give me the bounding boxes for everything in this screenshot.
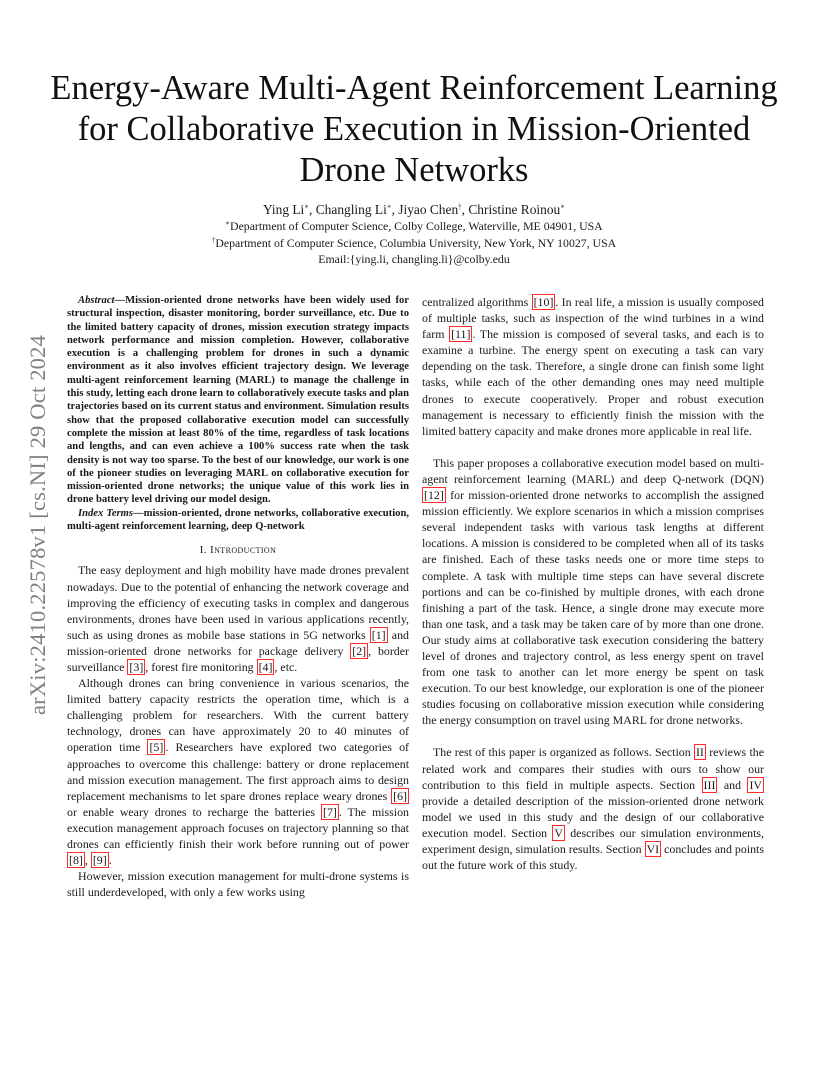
intro-paragraph (67, 675, 409, 868)
index-terms (67, 507, 409, 534)
left-column (67, 294, 409, 900)
affiliation-mark: ∗ (386, 202, 392, 211)
index-terms-label: Index Terms (78, 507, 134, 519)
text-run: and (717, 777, 748, 792)
text-run: Although drones can bring convenience in various scenarios, the limited battery capacity restricts the operation time, which is a challenging problem for researchers. With the current battery technology, drones can have approximately 20 to 40 minutes of operation time (67, 676, 409, 755)
paper-title: Energy-Aware Multi-Agent Reinforcement Learning for Collaborative Execution in Mission-Oriented Drone Networks (50, 69, 778, 189)
text-run: , forest fire monitoring (145, 660, 257, 674)
author-name: Changling Li (315, 202, 387, 217)
text-run: . In real life, a mission is usually composed of multiple tasks, such as inspection of the wind turbines in a wind farm (422, 295, 764, 342)
arxiv-identifier-text: arXiv:2410.22578v1 [cs.NI] 29 Oct 2024 (25, 334, 51, 716)
text-run: , (84, 853, 91, 868)
affiliation-text: Department of Computer Science, Columbia University, New York, NY 10027, USA (215, 236, 617, 250)
affiliation-mark: † (211, 236, 216, 245)
intro-paragraph (422, 455, 764, 729)
author-name: Jiyao Chen (398, 202, 459, 217)
text-run: . The mission is composed of several tasks, and each is to examine a turbine. The energy spent on executing a task can vary depending on the task. Therefore, a single drone can finish some light tasks, while each of the other demanding ones may need multiple drones to execute cooperatively. Proper and robust execution management is necessary to efficiently finish the mission with the limited battery capacity and make drones more applicable in real life. (422, 327, 764, 438)
citation-link[interactable]: [5] (149, 740, 164, 755)
citation-link[interactable]: [6] (393, 788, 407, 803)
affiliation-columbia (40, 236, 788, 251)
text-run: and mission-oriented drone networks for package delivery (67, 627, 409, 658)
section-link[interactable]: V (554, 825, 563, 840)
abstract-label: Abstract (78, 295, 115, 306)
citation-link[interactable]: [4] (258, 660, 273, 674)
intro-paragraph: However, mission execution management for multi-drone systems is still underdeveloped, with only a few works using (67, 869, 409, 900)
citation-link[interactable]: [1] (371, 627, 386, 642)
citation-link[interactable]: [10] (533, 295, 554, 309)
text-run: . (108, 853, 112, 868)
section-link[interactable]: IV (749, 777, 762, 792)
author-list: Ying Li∗, Changling Li∗, Jiyao Chen†, Christine Roinou∗ (262, 202, 566, 217)
text-run: provide a detailed description of the mission-oriented drone network model we used in this study and the design of our collaborative execution model. Section (422, 793, 764, 840)
affiliation-colby (40, 219, 788, 234)
intro-paragraph (422, 744, 764, 873)
text-run: concludes and points out the future work of this study. (422, 842, 764, 873)
section-heading-introduction: I. Introduction (199, 544, 277, 557)
section-link[interactable]: II (695, 745, 704, 760)
affiliation-text: Department of Computer Science, Colby College, Waterville, ME 04901, USA (230, 219, 603, 233)
text-run: . Researchers have explored two categories of approaches to overcome this challenge: battery or drone replacement and mission execution management. The first approach aims to design replacement mechanisms to let spare drones replace weary drones (67, 740, 410, 803)
section-link[interactable]: III (703, 777, 716, 792)
affiliation-mark: ∗ (560, 202, 566, 211)
citation-link[interactable]: [7] (322, 804, 337, 819)
abstract-text: —Mission-oriented drone networks have been widely used for structural inspection, disaster monitoring, border surveillance, etc. Due to the limited battery capacity of drones, mission execution strategy impacts network performance and mission completion. However, collaborative execution is a challenging problem for drones in such a dynamic environment as it also involves efficient trajectory design. We leverage multi-agent reinforcement learning (MARL) to manage the challenge in this study, letting each drone learn to collaboratively execute tasks and plan trajectories based on its current status and environment. Simulation results show that the proposed collaborative execution model can successfully complete the mission at least 80% of the time, regardless of task locations and lengths, and can even achieve a 100% success rate when the task density is not way too sparse. To the best of our knowledge, our work is one of the pioneer studies on leveraging MARL on collaborative execution for mission-oriented drone networks; the unique value of this work lies in drone battery level driving our model design. (67, 295, 409, 506)
arxiv-identifier-stamp (24, 290, 52, 760)
text-run: or enable weary drones to recharge the batteries (67, 804, 321, 819)
text-run: reviews the related work and compares their studies with ours to show our contribution to this field in multiple aspects. Section (422, 745, 764, 792)
text-run: , etc. (274, 660, 298, 674)
text-run: describes our simulation environments, experiment design, simulation results. Section (422, 825, 765, 856)
text-run: The rest of this paper is organized as follows. Section (433, 745, 694, 760)
intro-paragraph (67, 562, 409, 675)
affiliation-mark: ∗ (304, 202, 310, 211)
abstract (67, 294, 409, 507)
citation-link[interactable]: [3] (129, 660, 144, 674)
right-column (422, 294, 764, 873)
affiliation-mark: † (458, 202, 462, 211)
contact-email: Email:{ying.li, changling.li}@colby.edu (318, 252, 510, 266)
section-link[interactable]: VI (646, 842, 660, 856)
citation-link[interactable]: [11] (451, 327, 471, 342)
citation-link[interactable]: [8] (69, 853, 83, 868)
citation-link[interactable]: [9] (92, 853, 107, 868)
author-name: Christine Roinou (468, 202, 561, 217)
text-run: for mission-oriented drone networks to accomplish the assigned mission efficiently. We explore scenarios in which a mission comprises several independent tasks with various task lengths at different locations. A mission is considered to be completed when all of its tasks are finished. Each of these tasks needs one or more time steps to complete. A task with multiple time steps can have several discrete portions and can be co-finished by multiple drones, with each drone finishing a part of the task. Hence, a single drone may execute more than one task, and a task may be taken care of by more than one drone. Our study aims at collaborative task execution considering the battery level of drones and trajectory control, as less energy spent on travel from one task to another can let more energy be spent on task execution. To our best knowledge, our exploration is one of the pioneer studies focusing on collaborative mission execution while considering the energy consumption on travel using MARL for drone networks. (422, 488, 764, 728)
intro-paragraph (422, 294, 764, 439)
author-name: Ying Li (262, 202, 305, 217)
text-run: This paper proposes a collaborative execution model based on multi-agent reinforcement learning (MARL) and deep Q-network (DQN) (422, 455, 764, 486)
text-run: , border surveillance (67, 643, 409, 674)
text-run: centralized algorithms (422, 295, 532, 309)
citation-link[interactable]: [2] (352, 643, 367, 658)
index-terms-text: —mission-oriented, drone networks, collaborative execution, multi-agent reinforcement learning, deep Q-network (67, 507, 409, 533)
text-run: The easy deployment and high mobility have made drones prevalent nowadays. Due to the potential of enhancing the network coverage and improving the efficiency of executing tasks in complex and dangerous environments, drones have been used in various applications recently, such as using drones as mobile base stations in 5G networks (67, 563, 409, 642)
text-run: . The mission execution management approach focuses on trajectory planning so that drones can efficiently finish their work before running out of power (67, 804, 409, 852)
affiliation-mark: ∗ (225, 219, 231, 228)
citation-link[interactable]: [12] (424, 488, 444, 503)
